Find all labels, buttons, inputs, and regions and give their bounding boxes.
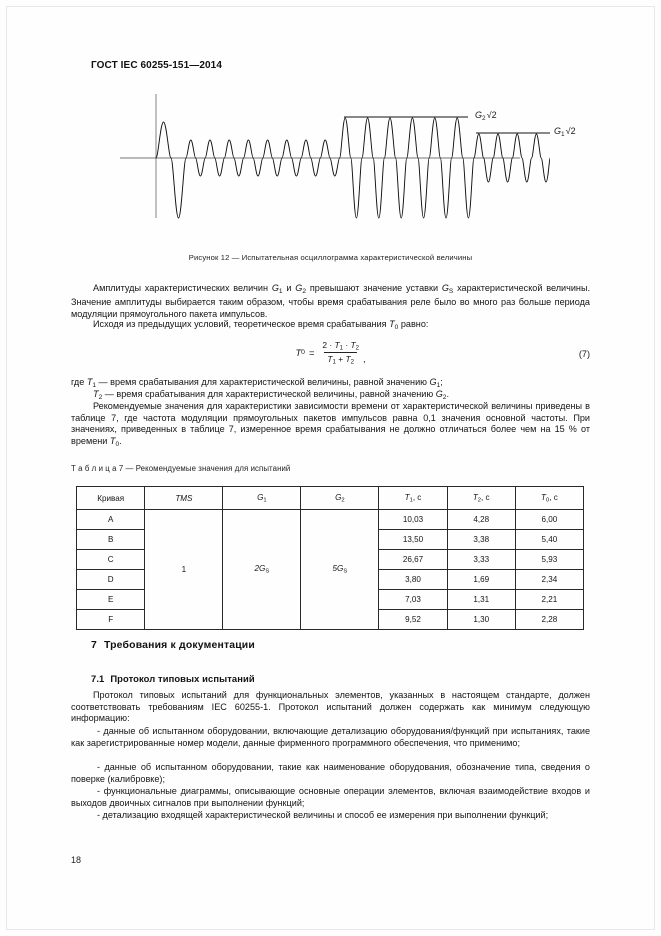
cell-tms-value: 1 [181,565,187,574]
col-header-curve-label: Кривая [97,493,125,503]
col-header-g2-sub: 2 [341,497,345,504]
section-7-title: Требования к документации [103,640,255,651]
col-header-g1-sub: 1 [263,497,267,504]
formula-num-t1-sub: 1 [339,345,344,352]
col-header-g1-label: G [257,492,264,502]
p3-t0-sub: 0 [115,440,120,448]
formula-number: (7) [578,349,590,359]
section-heading-7-1 [91,673,255,684]
cell-curve: E [77,590,145,610]
col-header-t2-sub: 2 [477,497,482,504]
cell-t1: 3,80 [379,570,447,590]
formula-denominator [324,352,357,365]
formula-t0 [295,340,365,365]
cell-tms-merged [145,510,223,630]
col-header-t1-unit: , с [412,492,422,502]
p2-text-b: равно: [398,319,429,329]
formula-num-pre: 2 · [322,340,335,350]
bullet-item-3: - функциональные диаграммы, описывающие основные операции элементов, включая взаимодействие входов и выходов двоичных сигналов при выполнении функций; [71,786,590,808]
col-header-g1 [223,487,301,510]
col-header-t0 [515,487,583,510]
col-header-curve [77,487,145,510]
label-g1-symbol: G [554,126,562,136]
section-heading-7 [91,640,255,651]
cell-t2: 1,69 [447,570,515,590]
col-header-tms-label: TMS [175,493,193,503]
label-g2-subscript: 2 [482,114,486,122]
cell-t1: 26,67 [379,550,447,570]
p3-t0: T [109,435,116,446]
where-t1: T [86,377,93,387]
cell-g1-value: 2G [254,564,266,574]
cell-curve: F [77,610,145,630]
cell-t0: 2,28 [515,610,583,630]
cell-t0: 2,34 [515,570,583,590]
page-number: 18 [71,855,82,865]
table-body [77,510,584,630]
cell-curve: B [77,530,145,550]
formula-lhs-t: T [295,347,302,359]
label-g2-sqrt2 [475,110,497,122]
cell-curve: A [77,510,145,530]
cell-g2-value: 5G [332,564,344,574]
p1-text-a: Амплитуды характеристических величин [93,283,272,293]
col-header-tms [145,487,223,510]
formula-fraction [319,340,362,365]
label-g1-radical: √2 [565,126,576,136]
p1-g2: G [295,283,303,293]
p1-g1-sub: 1 [278,287,283,295]
bullet-item-4: - детализацию входящей характеристической величины и способ ее измерения при выполнении функций; [97,810,549,820]
table-recommended-values [76,486,584,630]
cell-t0: 5,93 [515,550,583,570]
paragraph-protocol-intro: Протокол типовых испытаний для функциональных элементов, указанных в настоящем стандарте, должен соответствовать требованиям IEC 60255-1. Протокол испытаний должен содержать как минимум следующую информацию: [71,690,590,724]
col-header-t1-label: T [404,492,410,502]
formula-num-t1: T [334,340,340,350]
p1-g2-sub: 2 [302,287,307,295]
cell-g1-sub: S [265,568,270,575]
formula-lhs-sub: 0 [301,349,305,357]
formula-den-t2: T [345,353,351,364]
document-standard-id: ГОСТ IEC 60255-151—2014 [91,60,222,71]
p3-text-a: Рекомендуемые значения для характеристики зависимости времени от характеристической величины приведены в таблице 7, где частота модуляции прямоугольных пакетов импульсов равна 0,1 значения основной частоты. При значениях, приведенных в таблице 7, измеренное время срабатывания не должно отличаться более чем на 15 % от времени [71,401,590,446]
p1-text-b: и [282,283,296,293]
paragraph-amplitudes [71,283,590,320]
cell-t1: 7,03 [379,590,447,610]
col-header-t2-label: T [472,492,478,502]
p1-text-c: превышают значение уставки [306,283,442,293]
p1-g1: G [271,283,279,293]
where-t2-g-sub: 2 [442,393,447,401]
where-t1-end: ; [440,377,443,387]
section-71-title: Протокол типовых испытаний [110,673,255,684]
cell-g1-merged [223,510,301,630]
formula-den-t1: T [327,353,333,364]
p1-text-d: характеристической величины. Значение амплитуды выбирается таким образом, чтобы время срабатывания реле было во много раз больше периода модуляции прямоугольного пакета импульсов. [71,283,591,319]
where-label: где [71,377,87,387]
cell-t1: 10,03 [379,510,447,530]
col-header-g2-label: G [335,492,342,502]
col-header-t1 [379,487,447,510]
oscillogram-figure [120,92,576,220]
cell-curve: C [77,550,145,570]
cell-t1: 13,50 [379,530,447,550]
where-t1-g-sub: 1 [436,381,441,389]
formula-num-t2-sub: 2 [355,345,359,352]
label-g2-radical: √2 [486,110,497,120]
cell-curve: D [77,570,145,590]
where-t2: T [93,389,99,399]
col-header-t0-unit: , с [549,492,558,502]
where-t1-text: — время срабатывания для характеристической величины, равной значению [96,377,430,387]
cell-t0: 5,40 [515,530,583,550]
cell-t0: 6,00 [515,510,583,530]
table-caption: Т а б л и ц а 7 — Рекомендуемые значения для испытаний [71,464,291,473]
where-t2-end: . [446,389,449,399]
bullet-item-1: - данные об испытанном оборудовании, включающие детализацию оборудования/функций при испытаниях, такие как зарегистрированные номер модели, данные фирменного программного обеспечения, что применимо; [71,726,590,748]
p3-end: . [119,435,122,446]
where-t2-g: G [435,389,443,399]
table-row [77,510,584,530]
where-t1-g: G [429,377,437,387]
p2-text-a: Исходя из предыдущих условий, теоретическое время срабатывания [93,319,390,329]
section-71-number: 7.1 [91,673,105,684]
p2-t0-sub: 0 [394,323,399,331]
col-header-g2 [301,487,379,510]
section-7-number: 7 [91,640,97,651]
cell-g2-merged [301,510,379,630]
label-g2-symbol: G [475,110,483,120]
formula-den-plus: + [335,353,346,364]
bullet-item-2: - данные об испытанном оборудовании, такие как наименование оборудования, обозначение типа, сведения о поверке (калибровке); [71,762,590,784]
formula-equals: = [308,347,315,359]
label-g1-subscript: 1 [561,130,565,138]
col-header-t0-label: T [541,492,546,502]
table-head [77,487,584,510]
formula-row [71,340,590,374]
p2-t0: T [389,319,395,329]
formula-den-t2-sub: 2 [350,359,354,366]
formula-den-t1-sub: 1 [332,359,336,366]
p1-gs-sub: S [448,287,454,295]
p1-gs: G [441,283,449,293]
cell-t2: 4,28 [447,510,515,530]
cell-t2: 1,31 [447,590,515,610]
cell-g2-sub: S [343,568,348,575]
col-header-t0-sub: 0 [545,497,550,504]
table-header-row [77,487,584,510]
label-g1-sqrt2 [554,126,576,138]
cell-t0: 2,21 [515,590,583,610]
col-header-t1-sub: 1 [409,497,413,504]
paragraph-theoretical-time [71,319,590,333]
cell-t2: 1,30 [447,610,515,630]
cell-t2: 3,33 [447,550,515,570]
col-header-t2-unit: , с [481,492,490,502]
where-t2-sub: 2 [98,393,103,401]
formula-numerator [319,340,362,352]
paragraph-recommended-values [71,401,590,450]
figure-caption: Рисунок 12 — Испытательная осциллограмма характеристической величины [188,253,473,262]
formula-trailing: , [362,353,366,365]
where-t1-sub: 1 [92,381,97,389]
formula-num-mid: · [343,340,351,350]
col-header-t2 [447,487,515,510]
cell-t2: 3,38 [447,530,515,550]
where-t2-text: — время срабатывания для характеристической величины, равной значению [102,389,436,399]
formula-num-t2: T [350,340,356,350]
cell-t1: 9,52 [379,610,447,630]
